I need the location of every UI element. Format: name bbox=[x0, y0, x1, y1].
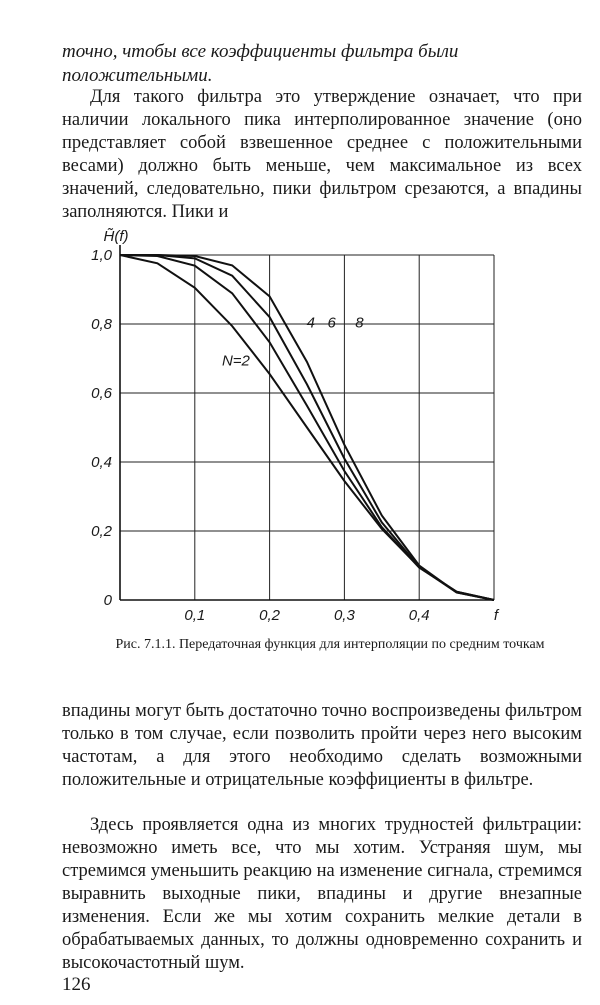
x-tick-label: 0,1 bbox=[184, 607, 206, 624]
x-axis-label: f bbox=[493, 607, 499, 624]
y-tick-label: 0,2 bbox=[91, 523, 112, 540]
paragraph-2-text: впадины могут быть достаточно точно воспроизведены фильтром только в том случае, если позволить пройти через него высоким частотам, а для этого необходимо сделать возможными положительные и отрицательные коэффициенты в фильтре. bbox=[62, 701, 582, 790]
y-axis-label: H̃(f) bbox=[103, 228, 129, 245]
x-tick-label: 0,3 bbox=[333, 607, 355, 624]
y-tick-label: 1,0 bbox=[91, 247, 112, 264]
paragraph-2 bbox=[62, 700, 582, 792]
y-tick-label: 0,4 bbox=[91, 454, 112, 471]
intro-italic-text: точно, чтобы все коэффициенты фильтра были положительными. bbox=[62, 41, 459, 86]
series-label-4: 8 bbox=[355, 314, 364, 332]
chart-svg bbox=[60, 225, 580, 625]
page-number: 126 bbox=[62, 974, 91, 995]
series-label-3: 6 bbox=[327, 314, 336, 332]
y-tick-label: 0,6 bbox=[91, 385, 112, 402]
paragraph-3-text: Здесь проявляется одна из многих трудностей фильтрации: невозможно иметь все, что мы хотим. Устраняя шум, мы стремимся уменьшить реакцию на изменение сигнала, стремимся выравнить выходные пики, впадины и другие внезапные изменения. Если же мы хотим сохранить мелкие детали в обрабатываемых данных, то должны одновременно сохранить и высокочастотный шум. bbox=[62, 815, 582, 973]
paragraph-3 bbox=[62, 814, 582, 975]
paragraph-1 bbox=[62, 86, 582, 224]
series-label-1: N=2 bbox=[221, 352, 250, 370]
x-tick-label: 0,2 bbox=[259, 607, 281, 624]
x-tick-label: 0,4 bbox=[408, 607, 430, 624]
transfer-function-chart bbox=[60, 225, 580, 625]
figure-caption: Рис. 7.1.1. Передаточная функция для интерполяции по средним точкам bbox=[115, 637, 545, 652]
y-tick-label: 0 bbox=[103, 592, 112, 609]
series-label-2: 4 bbox=[306, 314, 315, 332]
paragraph-1-text: Для такого фильтра это утверждение означает, что при наличии локального пика интерполированное значение (оно представляет собой взвешенное среднее с положительными весами) должно быть меньше, чем максимальное из всех значений, следовательно, пики фильтром срезаются, а впадины заполняются. Пики и bbox=[62, 87, 582, 222]
y-tick-label: 0,8 bbox=[91, 316, 112, 333]
series-line-1 bbox=[120, 255, 494, 600]
